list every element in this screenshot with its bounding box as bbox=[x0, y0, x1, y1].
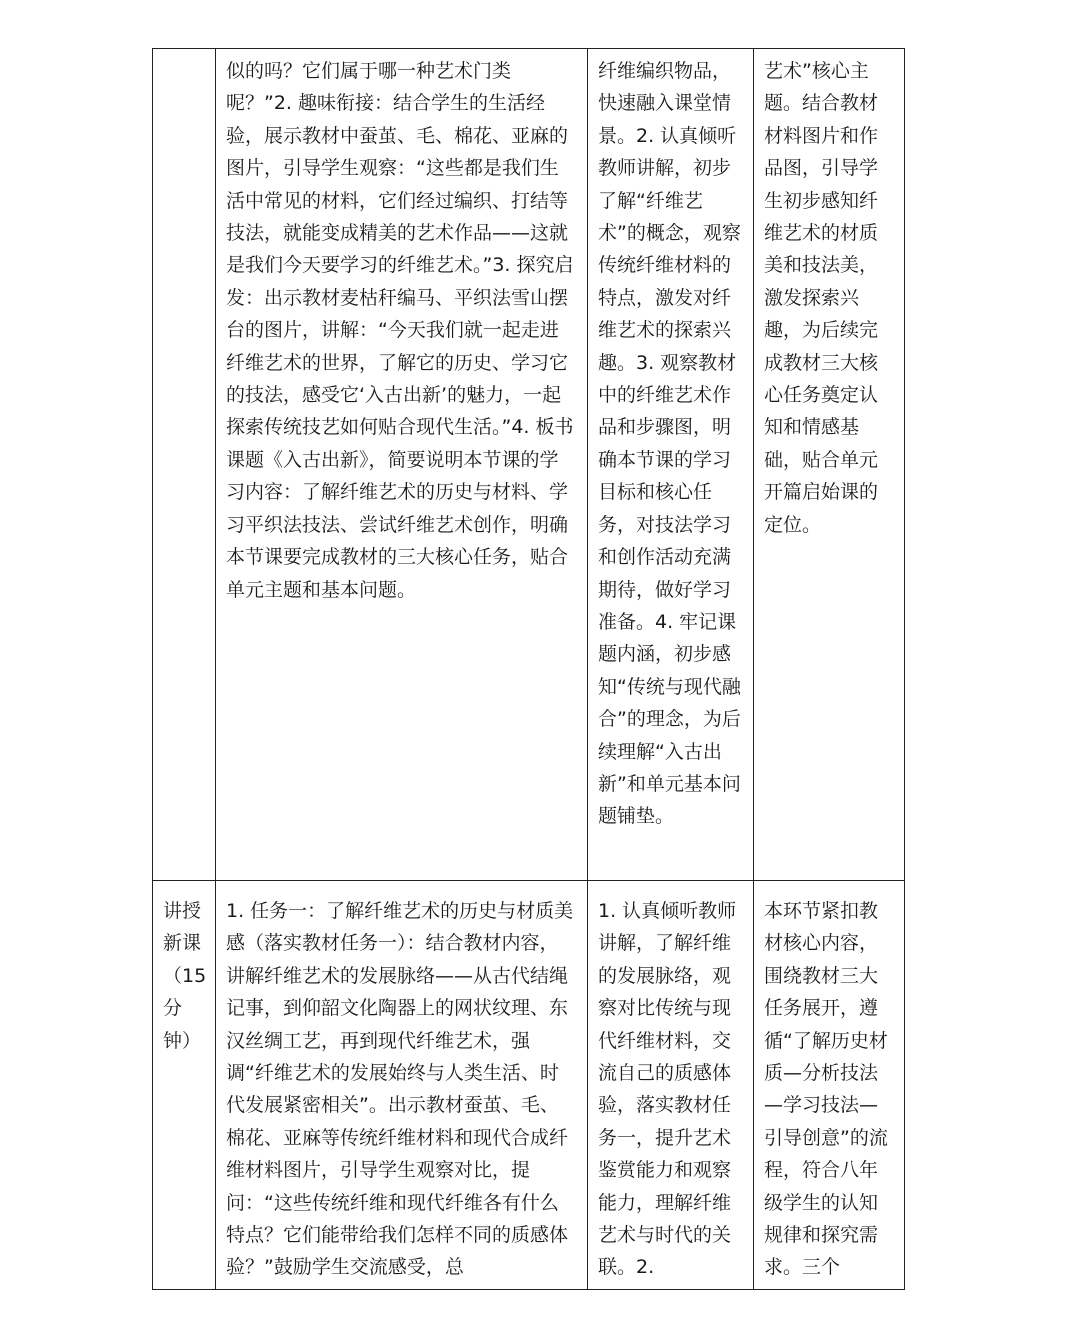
design-intent-text: 艺术”核心主题。结合教材材料图片和作品图，引导学生初步感知纤维艺术的材质美和技法美，激发探索兴趣，为后续完成教材三大核心任务奠定认知和情感基础，贴合单元开篇启始课的定位。 bbox=[764, 60, 879, 536]
teacher-activity-text: 1. 任务一：了解纤维艺术的历史与材质美感（落实教材任务一）：结合教材内容，讲解纤维艺术的发展脉络——从古代结绳记事，到仰韶文化陶器上的网状纹理、东汉丝绸工艺，再到现代纤维艺术，强调“纤维艺术的发展始终与人类生活、时代发展紧密相关”。出示教材蚕茧、毛、棉花、亚麻等传统纤维材料和现代合成纤维材料图片，引导学生观察对比，提问：“这些传统纤维和现代纤维各有什么特点？它们能带给我们怎样不同的质感体验？”鼓励学生交流感受，总 bbox=[226, 900, 574, 1279]
student-activity-cell bbox=[588, 49, 754, 881]
student-activity-text: 1. 认真倾听教师讲解，了解纤维的发展脉络，观察对比传统与现代纤维材料，交流自己的质感体验，落实教材任务一，提升艺术鉴赏能力和观察能力，理解纤维艺术与时代的关联。2. bbox=[598, 900, 737, 1279]
teacher-activity-cell bbox=[216, 881, 588, 1290]
design-intent-text: 本环节紧扣教材核心内容，围绕教材三大任务展开，遵循“了解历史材质—分析技法—学习技法—引导创意”的流程，符合八年级学生的认知规律和探究需求。三个 bbox=[764, 900, 888, 1279]
design-intent-cell bbox=[754, 881, 905, 1290]
student-activity-cell bbox=[588, 881, 754, 1290]
table-row bbox=[153, 49, 905, 881]
design-intent-cell bbox=[754, 49, 905, 881]
stage-cell bbox=[153, 49, 216, 881]
teacher-activity-text: 似的吗？它们属于哪一种艺术门类呢？”2. 趣味衔接：结合学生的生活经验，展示教材中蚕茧、毛、棉花、亚麻的图片，引导学生观察：“这些都是我们生活中常见的材料，它们经过编织、打结等技法，就能变成精美的艺术作品——这就是我们今天要学习的纤维艺术。”3. 探究启发：出示教材麦枯秆编马、平织法雪山摆台的图片，讲解：“今天我们就一起走进纤维艺术的世界，了解它的历史、学习它的技法，感受它‘入古出新’的魅力，一起探索传统技艺如何贴合现代生活。”4. 板书课题《入古出新》，简要说明本节课的学习内容：了解纤维艺术的历史与材料、学习平织法技法、尝试纤维艺术创作，明确本节课要完成教材的三大核心任务，贴合单元主题和基本问题。 bbox=[226, 60, 574, 601]
teacher-activity-cell bbox=[216, 49, 588, 881]
table-row bbox=[153, 881, 905, 1290]
lesson-plan-table bbox=[152, 48, 905, 1290]
stage-cell bbox=[153, 881, 216, 1290]
stage-text: 讲授新课（15分钟） bbox=[163, 900, 207, 1052]
student-activity-text: 纤维编织物品，快速融入课堂情景。2. 认真倾听教师讲解，初步了解“纤维艺术”的概念，观察传统纤维材料的特点，激发对纤维艺术的探索兴趣。3. 观察教材中的纤维艺术作品和步骤图，明确本节课的学习目标和核心任务，对技法学习和创作活动充满期待，做好学习准备。4. 牢记课题内涵，初步感知“传统与现代融合”的理念，为后续理解“入古出新”和单元基本问题铺垫。 bbox=[598, 60, 741, 828]
